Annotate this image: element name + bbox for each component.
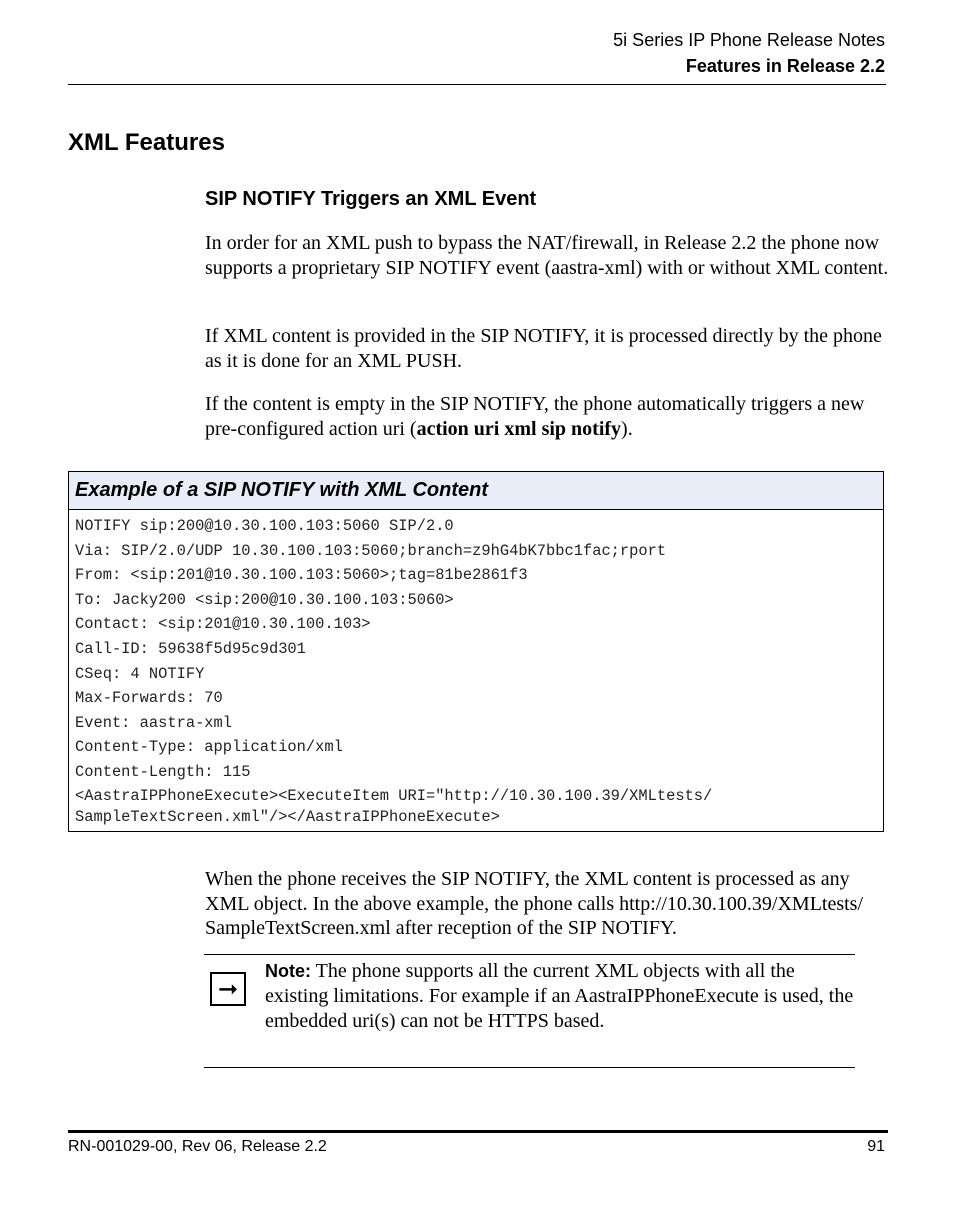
code-line: <AastraIPPhoneExecute><ExecuteItem URI="http://10.30.100.39/XMLtests/ SampleTextScreen.xml"/></AastraIPPhoneExecute>	[75, 786, 713, 826]
right-arrow-icon: ➞	[210, 972, 246, 1006]
note-label: Note:	[265, 961, 311, 981]
header-series-title: 5i Series IP Phone Release Notes	[613, 30, 885, 50]
code-line: Call-ID: 59638f5d95c9d301	[75, 639, 306, 658]
paragraph-receive-notify: When the phone receives the SIP NOTIFY, the XML content is processed as any XML object. In the above example, the phone calls http://10.30.100.39/XMLtests/ SampleTextScreen.xml after reception of the SIP NOTIFY.	[205, 868, 864, 939]
paragraph-empty-content-tail: ).	[621, 417, 633, 440]
example-title: Example of a SIP NOTIFY with XML Content	[75, 479, 489, 501]
paragraph-empty-content-lead: If the content is empty in the SIP NOTIFY, the phone automatically triggers a new pre-configured action uri (	[205, 393, 865, 440]
note-text	[265, 959, 855, 1034]
code-line: CSeq: 4 NOTIFY	[75, 664, 205, 683]
note-bottom-divider	[204, 1067, 855, 1068]
section-title: XML Features	[68, 129, 225, 156]
header-divider	[68, 84, 886, 85]
note-top-divider	[204, 954, 855, 955]
paragraph-nat-bypass: In order for an XML push to bypass the NAT/firewall, in Release 2.2 the phone now supports a proprietary SIP NOTIFY event (aastra-xml) with or without XML content.	[205, 232, 889, 279]
example-header	[69, 472, 883, 510]
code-line: From: <sip:201@10.30.100.103:5060>;tag=81be2861f3	[75, 566, 528, 585]
code-line: Max-Forwards: 70	[75, 689, 223, 708]
code-line: Via: SIP/2.0/UDP 10.30.100.103:5060;branch=z9hG4bK7bbc1fac;rport	[75, 541, 667, 560]
code-line: Content-Type: application/xml	[75, 738, 343, 757]
code-line: Contact: <sip:201@10.30.100.103>	[75, 615, 371, 634]
code-line: Content-Length: 115	[75, 762, 251, 781]
footer-divider	[68, 1130, 888, 1133]
code-line: NOTIFY sip:200@10.30.100.103:5060 SIP/2.0	[75, 517, 454, 535]
example-box	[68, 471, 884, 832]
header-section-title: Features in Release 2.2	[685, 56, 885, 76]
example-code	[75, 514, 875, 828]
note-body: The phone supports all the current XML objects with all the existing limitations. For example if an AastraIPPhoneExecute is used, the embedded uri(s) can not be HTTPS based.	[265, 960, 854, 1032]
code-line: To: Jacky200 <sip:200@10.30.100.103:5060>	[75, 590, 454, 609]
footer-document-id: RN-001029-00, Rev 06, Release 2.2	[68, 1138, 327, 1155]
page-number: 91	[867, 1138, 885, 1155]
paragraph-empty-content	[205, 392, 895, 441]
action-uri-term: action uri xml sip notify	[416, 417, 622, 440]
subsection-title: SIP NOTIFY Triggers an XML Event	[205, 188, 537, 210]
code-line: Event: aastra-xml	[75, 713, 233, 732]
paragraph-xml-content: If XML content is provided in the SIP NOTIFY, it is processed directly by the phone as it is done for an XML PUSH.	[205, 325, 882, 372]
